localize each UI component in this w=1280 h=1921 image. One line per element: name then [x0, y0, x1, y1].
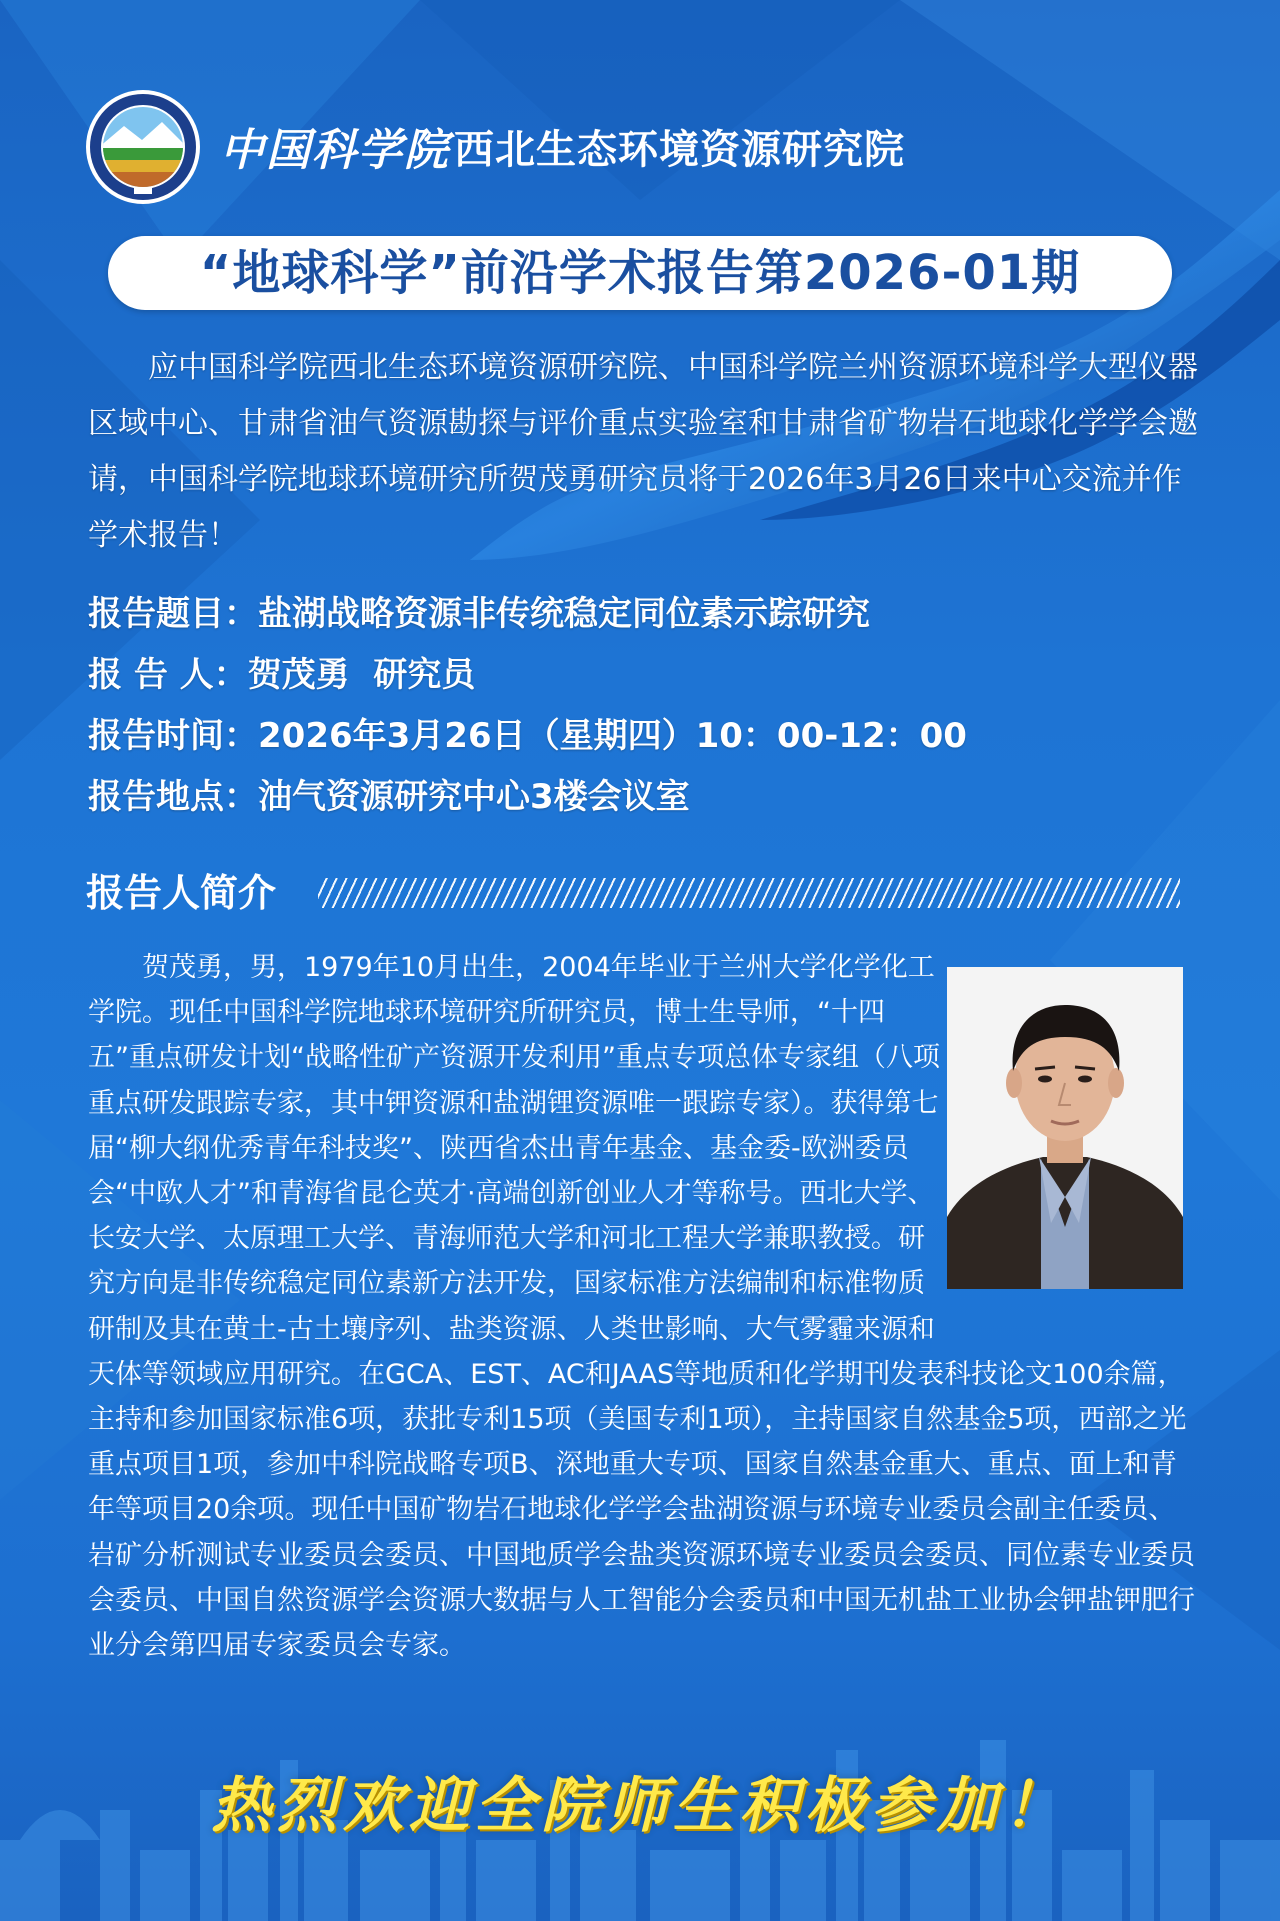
- bio-heading: 报告人简介: [86, 871, 277, 915]
- info-row-place: [88, 767, 1198, 828]
- speaker-portrait-photo: [947, 967, 1183, 1289]
- topic-label: 报告题目：: [88, 594, 258, 634]
- report-info: [88, 584, 1198, 828]
- bio-text: 贺茂勇，男，1979年10月出生，2004年毕业于兰州大学化学化工学院。现任中国科学院地球环境研究所研究员，博士生导师，“十四五”重点研发计划“战略性矿产资源开发利用”重点专项总体专家组（八项重点研发跟踪专家，其中钾资源和盐湖锂资源唯一跟踪专家）。获得第七届“柳大纲优秀青年科技奖”、陕西省杰出青年基金、基金委-欧洲委员会“中欧人才”和青海省昆仑英才·高端创新创业人才等称号。西北大学、长安大学、太原理工大学、青海师范大学和河北工程大学兼职教授。研究方向是非传统稳定同位素新方法开发，国家标准方法编制和标准物质研制及其在黄土-古土壤序列、盐类资源、人类世影响、大气雾霾来源和天体等领域应用研究。在GCA、EST、AC和JAAS等地质和化学期刊发表科技论文100余篇，主持和参加国家标准6项，获批专利15项（美国专利1项），主持国家自然基金5项，西部之光重点项目1项，参加中科院战略专项B、深地重大专项、国家自然基金重大、重点、面上和青年等项目20余项。现任中国矿物岩石地球化学学会盐湖资源与环境专业委员会副主任委员、岩矿分析测试专业委员会委员、中国地质学会盐类资源环境专业委员会委员、同位素专业委员会委员、中国自然资源学会资源大数据与人工智能分会委员和中国无机盐工业协会钾盐钾肥行业分会第四届专家委员会专家。: [88, 952, 1195, 1662]
- speaker-photo: [947, 967, 1183, 1289]
- time-value: 2026年3月26日（星期四）10：00-12：00: [258, 716, 967, 756]
- intro-paragraph: 应中国科学院西北生态环境资源研究院、中国科学院兰州资源环境科学大型仪器区域中心、甘肃省油气资源勘探与评价重点实验室和甘肃省矿物岩石地球化学学会邀请，中国科学院地球环境研究所贺茂勇研究员将于2026年3月26日来中心交流并作学术报告！: [88, 350, 1198, 553]
- institute-seal-icon: [84, 88, 202, 206]
- info-row-time: [88, 706, 1198, 767]
- topic-value: 盐湖战略资源非传统稳定同位素示踪研究: [258, 594, 870, 634]
- place-label: 报告地点：: [88, 777, 258, 817]
- time-label: 报告时间：: [88, 716, 258, 756]
- speaker-label: 报 告 人：: [88, 655, 248, 695]
- bio-heading-divider: [318, 878, 1180, 908]
- title-bar: [108, 236, 1172, 310]
- report-title: “地球科学”前沿学术报告第2026-01期: [199, 245, 1081, 301]
- welcome-slogan: 热烈欢迎全院师生积极参加！: [211, 1771, 1069, 1841]
- org-institute-name: 西北生态环境资源研究院: [454, 127, 905, 173]
- info-row-topic: [88, 584, 1198, 645]
- info-row-speaker: [88, 645, 1198, 706]
- place-value: 油气资源研究中心3楼会议室: [258, 777, 690, 817]
- org-cas-name: 中国科学院: [220, 125, 450, 176]
- speaker-value: 贺茂勇 研究员: [247, 655, 476, 695]
- header: [84, 88, 1184, 208]
